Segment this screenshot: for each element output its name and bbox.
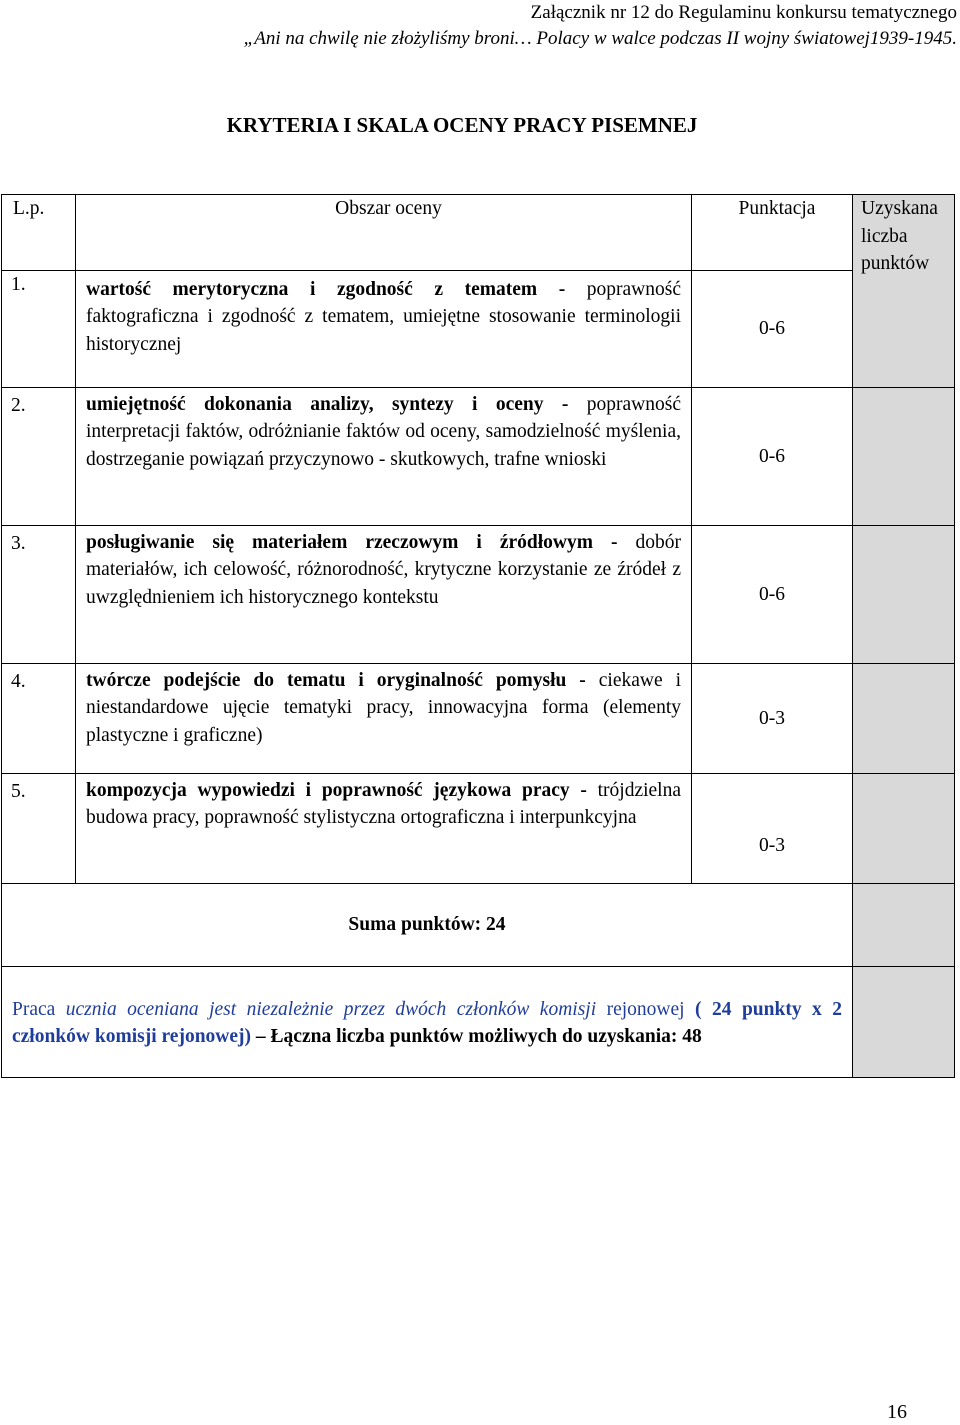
table-row [2,526,955,664]
obtained-final-cell[interactable] [853,967,955,1078]
criteria-table [1,194,955,1078]
sum-row [2,884,955,967]
obtained-points-cell[interactable] [853,388,955,526]
row-points: 0-6 [692,271,853,388]
header-line-2: „Ani na chwilę nie złożyliśmy broni… Polacy w walce podczas II wojny światowej1939-1945. [243,28,957,49]
header-line-1: Załącznik nr 12 do Regulaminu konkursu tematycznego [530,2,957,23]
column-header-area: Obszar oceny [76,195,692,271]
scoring-note [2,967,853,1078]
table-row [2,664,955,774]
column-header-points: Punktacja [692,195,853,271]
row-description [76,664,692,774]
column-header-number: L.p. [2,195,76,271]
row-points: 0-3 [692,774,853,884]
note-part-e: – Łączna liczba punktów możliwych do uzyskania: 48 [251,1026,702,1048]
row-details: poprawność interpretacji faktów, odróżnianie faktów od oceny, samodzielność myślenia, dostrzeganie powiązań przyczynowo - skutkowych, trafne wnioski [86,394,681,470]
document-header [244,0,957,52]
row-description [76,526,692,664]
row-details: dobór materiałów, ich celowość, różnorodność, krytyczne korzystanie ze źródeł z uwzględnieniem ich historycznego kontekstu [86,532,682,608]
row-details: ciekawe i niestandardowe ujęcie tematyki pracy, innowacyjna forma (elementy plastyczne i graficzne) [86,670,682,746]
note-part-a: Praca [12,999,66,1020]
table-row [2,271,955,388]
row-criterion: umiejętność dokonania analizy, syntezy i oceny - [86,394,569,415]
row-points: 0-6 [692,388,853,526]
row-number: 5. [2,774,76,884]
note-part-b: ucznia oceniana jest niezależnie przez dwóch członków komisji [65,999,597,1020]
column-header-obtained: Uzyskana liczba punktów [853,195,955,388]
row-criterion: twórcze podejście do tematu i oryginalność pomysłu - [86,670,586,691]
row-description [76,271,692,388]
row-description [76,774,692,884]
row-criterion: kompozycja wypowiedzi i poprawność językowa pracy - [86,780,587,801]
row-criterion: posługiwanie się materiałem rzeczowym i źródłowym - [86,532,618,553]
table-row [2,774,955,884]
row-criterion: wartość merytoryczna i zgodność z tematem - [86,279,566,300]
row-details: trójdzielna budowa pracy, poprawność stylistyczna ortograficzna i interpunkcyjna [86,780,682,829]
row-description [76,388,692,526]
obtained-points-cell[interactable] [853,664,955,774]
table-header-row [2,195,955,271]
obtained-sum-cell[interactable] [853,884,955,967]
note-part-c: rejonowej [596,999,685,1020]
page-title: KRYTERIA I SKALA OCENY PRACY PISEMNEJ [226,113,698,137]
sum-total: Suma punktów: 24 [2,884,853,967]
table-row [2,388,955,526]
note-part-d: ( 24 punkty x 2 członków komisji rejonowej) [12,999,842,1048]
row-number: 3. [2,526,76,664]
obtained-points-cell[interactable] [853,774,955,884]
row-number: 2. [2,388,76,526]
row-number: 4. [2,664,76,774]
row-points: 0-3 [692,664,853,774]
row-details: poprawność faktograficzna i zgodność z tematem, umiejętne stosowanie terminologii historycznej [86,279,681,355]
row-number: 1. [2,271,76,388]
obtained-points-cell[interactable] [853,526,955,664]
page-number: 16 [887,1401,907,1423]
row-points: 0-6 [692,526,853,664]
note-row [2,967,955,1078]
